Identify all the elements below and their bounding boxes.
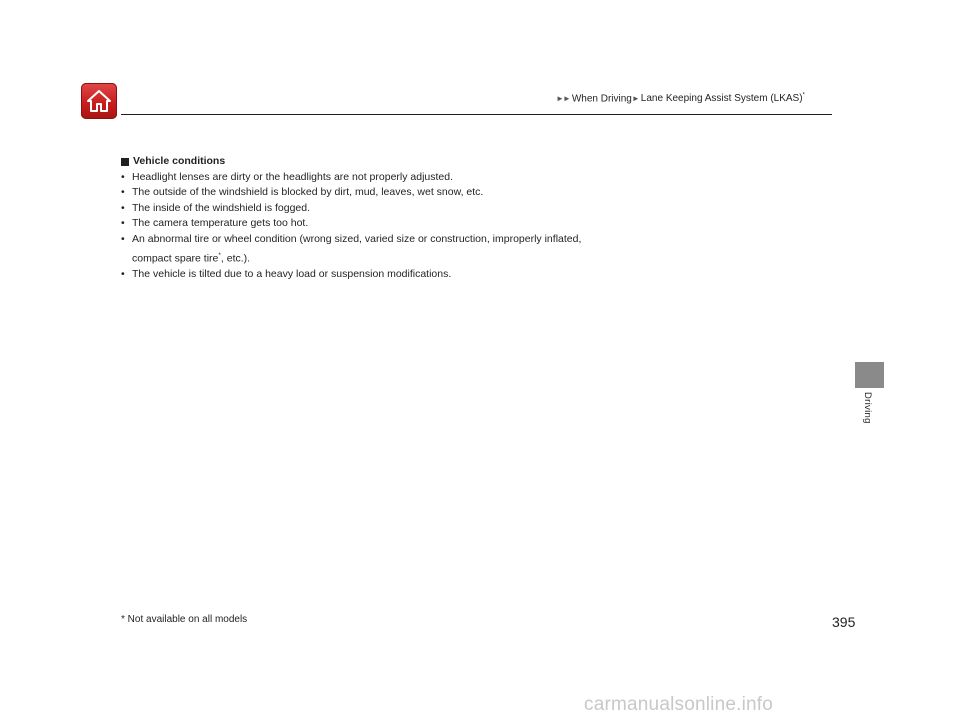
home-button[interactable]: [81, 83, 117, 119]
bullet-icon: •: [121, 186, 125, 199]
side-tab-driving[interactable]: [855, 362, 884, 388]
page-number: 395: [832, 614, 856, 630]
section-heading: [121, 154, 601, 170]
list-item-text: The inside of the windshield is fogged.: [132, 201, 311, 214]
list-item-text-end: , etc.).: [220, 252, 251, 265]
list-item: [121, 267, 601, 283]
section-heading-text: Vehicle conditions: [133, 155, 226, 167]
side-tab-label: Driving: [862, 392, 873, 424]
list-item-text: An abnormal tire or wheel condition (wrong sized, varied size or construction, improperly inflated, compact spare tire: [132, 232, 582, 265]
bullet-icon: •: [121, 201, 125, 214]
home-icon: [86, 89, 112, 113]
bullet-icon: •: [121, 267, 125, 280]
conditions-list: [121, 170, 601, 283]
breadcrumb-link-when-driving[interactable]: When Driving: [571, 93, 632, 105]
breadcrumb-topic: Lane Keeping Assist System (LKAS): [640, 93, 803, 105]
footnote-marker-link[interactable]: *: [218, 251, 221, 259]
list-item: [121, 216, 601, 232]
list-item: [121, 201, 601, 217]
bullet-icon: •: [121, 170, 125, 183]
list-item-text: The camera temperature gets too hot.: [132, 217, 309, 230]
breadcrumb: [556, 93, 805, 104]
list-item-text: Headlight lenses are dirty or the headlights are not properly adjusted.: [132, 170, 454, 183]
list-item: [121, 232, 601, 267]
breadcrumb-separator-icon: ►: [631, 94, 639, 104]
main-content: [121, 154, 601, 282]
heading-square-icon: [121, 158, 129, 166]
breadcrumb-link-lkas[interactable]: [641, 93, 805, 104]
header-divider: [121, 114, 832, 115]
bullet-icon: •: [121, 217, 125, 230]
footnote: * Not available on all models: [121, 614, 248, 625]
list-item-text: The vehicle is tilted due to a heavy load or suspension modifications.: [132, 267, 452, 280]
breadcrumb-arrow-icon: ►►: [556, 94, 570, 104]
watermark: carmanualsonline.info: [584, 694, 774, 715]
breadcrumb-topic-marker: *: [802, 93, 805, 99]
list-item: [121, 170, 601, 186]
list-item: [121, 185, 601, 201]
list-item-text: The outside of the windshield is blocked by dirt, mud, leaves, wet snow, etc.: [132, 186, 484, 199]
bullet-icon: •: [121, 232, 125, 245]
